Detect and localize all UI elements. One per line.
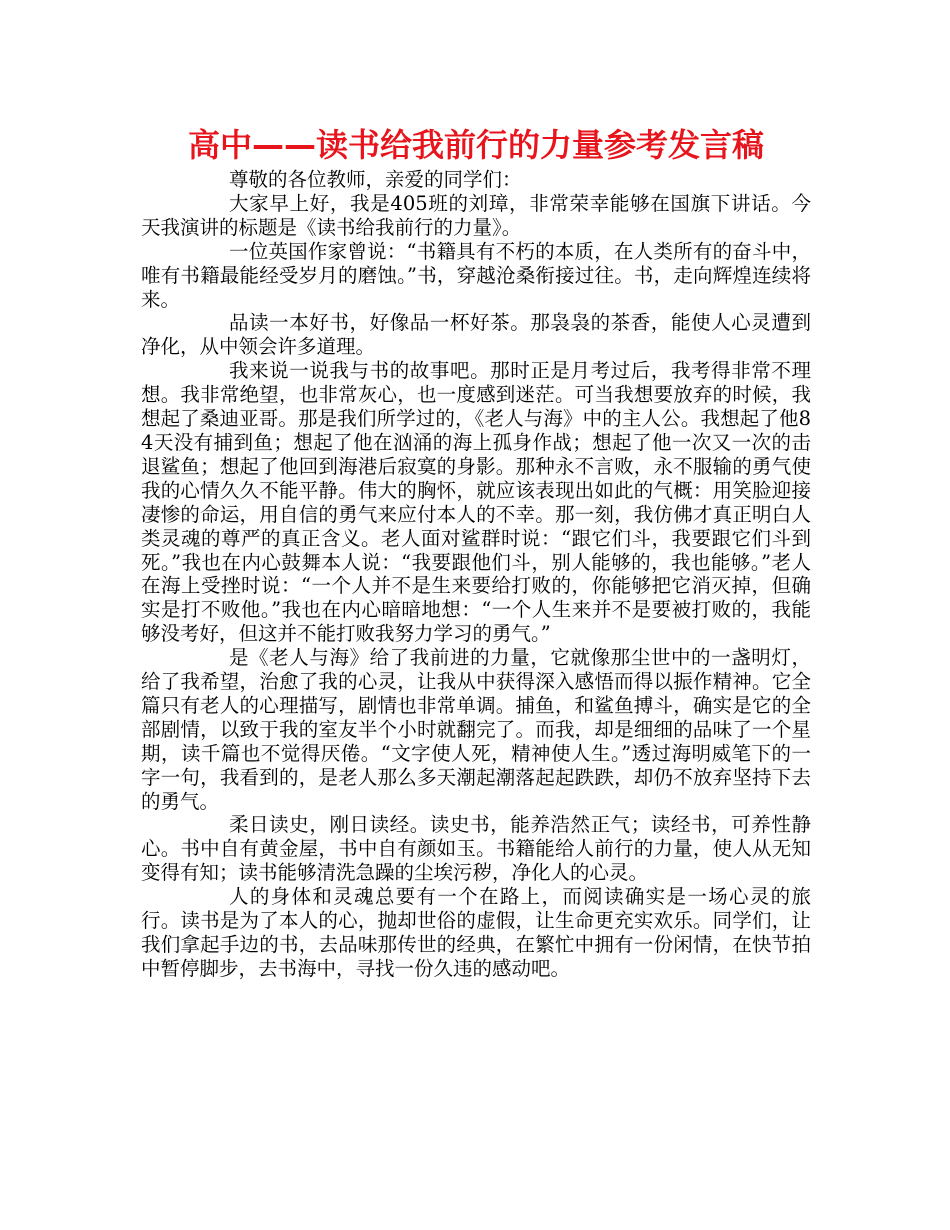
paragraph-history: 柔日读史，刚日读经。读史书，能养浩然正气；读经书，可养性静心。书中自有黄金屋，书中自有颜如玉。书籍能给人前行的力量，使人从无知变得有知；读书能够清洗急躁的尘埃污秽，净化人的心灵。	[141, 813, 811, 885]
document-page	[141, 122, 811, 981]
document-title: 高中——读书给我前行的力量参考发言稿	[187, 126, 764, 164]
paragraph-tea: 品读一本好书，好像品一杯好茶。那袅袅的茶香，能使人心灵遭到净化，从中领会许多道理。	[141, 311, 811, 359]
document-body	[141, 168, 811, 981]
paragraph-greeting: 尊敬的各位教师，亲爱的同学们：	[229, 168, 522, 191]
paragraph-quote: 一位英国作家曾说：“书籍具有不朽的本质，在人类所有的奋斗中，唯有书籍最能经受岁月的磨蚀。”书，穿越沧桑衔接过往。书，走向辉煌连续将来。	[141, 239, 811, 311]
paragraph-closing: 人的身体和灵魂总要有一个在路上，而阅读确实是一场心灵的旅行。读书是为了本人的心，抛却世俗的虚假，让生命更充实欢乐。同学们，让我们拿起手边的书，去品味那传世的经典，在繁忙中拥有一份闲情，在快节拍中暂停脚步，去书海中，寻找一份久违的感动吧。	[141, 885, 811, 980]
paragraph-story: 我来说一说我与书的故事吧。那时正是月考过后，我考得非常不理想。我非常绝望，也非常灰心，也一度感到迷茫。可当我想要放弃的时候，我想起了桑迪亚哥。那是我们所学过的，《老人与海》中的主人公。我想起了他84天没有捕到鱼；想起了他在汹涌的海上孤身作战；想起了他一次又一次的击退鲨鱼；想起了他回到海港后寂寞的身影。那种永不言败，永不服输的勇气使我的心情久久不能平静。伟大的胸怀，就应该表现出如此的气概：用笑脸迎接凄惨的命运，用自信的勇气来应付本人的不幸。那一刻，我仿佛才真正明白人类灵魂的尊严的真正含义。老人面对鲨群时说：“跟它们斗，我要跟它们斗到死。”我也在内心鼓舞本人说：“我要跟他们斗，别人能够的，我也能够。”老人在海上受挫时说：“一个人并不是生来要给打败的，你能够把它消灭掉，但确实是打不败他。”我也在内心暗暗地想：“一个人生来并不是要被打败的，我能够没考好，但这并不能打败我努力学习的勇气。”	[141, 359, 811, 646]
paragraph-old-man-and-sea: 是《老人与海》给了我前进的力量，它就像那尘世中的一盏明灯，给了我希望，治愈了我的心灵，让我从中获得深入感悟而得以振作精神。它全篇只有老人的心理描写，剧情也非常单调。捕鱼，和鲨鱼搏斗，确实是它的全部剧情，以致于我的室友半个小时就翻完了。而我，却是细细的品味了一个星期，读千篇也不觉得厌倦。“文字使人死，精神使人生。”透过海明威笔下的一字一句，我看到的，是老人那么多天潮起潮落起起跌跌，却仍不放弃坚持下去的勇气。	[141, 646, 811, 813]
paragraph-intro: 大家早上好，我是405班的刘璋，非常荣幸能够在国旗下讲话。今天我演讲的标题是《读书给我前行的力量》。	[141, 191, 811, 239]
